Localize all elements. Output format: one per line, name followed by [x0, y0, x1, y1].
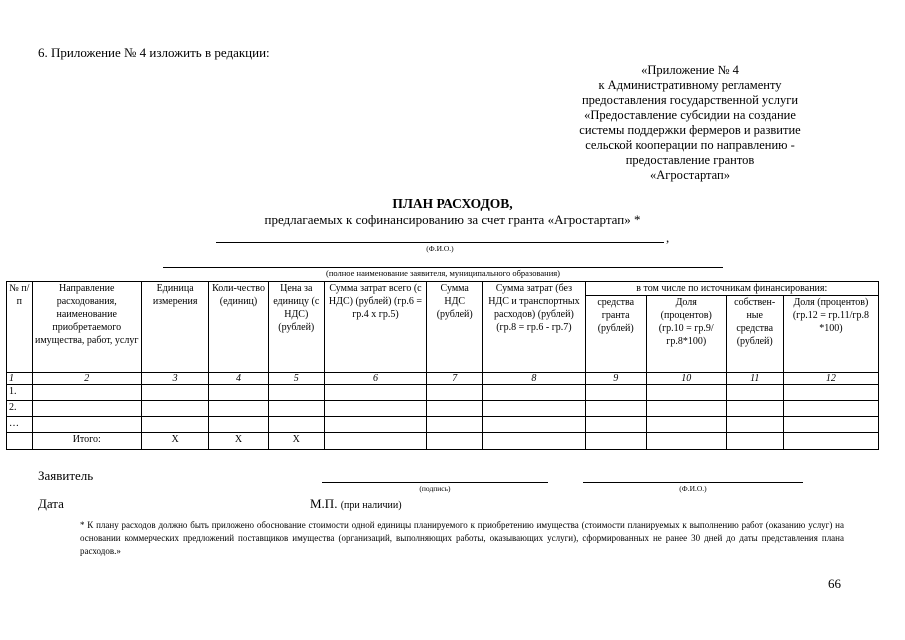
- signature-caption: (подпись): [419, 484, 451, 493]
- applicant-label: Заявитель: [38, 468, 94, 483]
- column-number: 4: [209, 373, 268, 385]
- col-header-funding-group: в том числе по источникам финансирования:: [585, 282, 878, 296]
- column-number: 2: [32, 373, 141, 385]
- stamp-text: М.П.: [310, 496, 338, 511]
- col-header-grant-share: Доля (процентов) (гр.10 = гр.9/гр.8*100): [646, 296, 726, 373]
- table-row: [7, 417, 879, 433]
- column-number: 6: [324, 373, 426, 385]
- stamp-note: (при наличии): [340, 500, 402, 511]
- header-row: [7, 282, 879, 296]
- applicant-caption: (полное наименование заявителя, муниципального образования): [326, 268, 560, 278]
- fio-comma: ,: [666, 230, 670, 245]
- appendix-line: предоставления государственной услуги: [581, 93, 799, 107]
- col-header-total-cost: Сумма затрат всего (с НДС) (рублей) (гр.6 = гр.4 х гр.5): [324, 282, 426, 373]
- col-header-cost-no-vat: Сумма затрат (без НДС и транспортных расходов) (рублей) (гр.8 = гр.6 - гр.7): [483, 282, 585, 373]
- column-numbers-row: [7, 373, 879, 385]
- total-row: [7, 433, 879, 450]
- col-header-direction: Направление расходования, наименование приобретаемого имущества, работ, услуг: [32, 282, 141, 373]
- signer-fio-caption: (Ф.И.О.): [679, 484, 707, 493]
- fio-caption: (Ф.И.О.): [426, 244, 454, 253]
- col-header-vat: Сумма НДС (рублей): [427, 282, 483, 373]
- plan-title: ПЛАН РАСХОДОВ,: [392, 196, 513, 211]
- column-number: 1: [7, 373, 33, 385]
- signer-fio-line: [583, 468, 803, 483]
- col-header-unit: Единица измерения: [141, 282, 208, 373]
- column-number: 9: [585, 373, 646, 385]
- row-number: 1.: [7, 385, 33, 401]
- total-label: Итого:: [32, 433, 141, 450]
- applicant-line: [163, 255, 723, 268]
- column-number: 10: [646, 373, 726, 385]
- appendix-line: «Предоставление субсидии на создание: [584, 108, 796, 122]
- column-number: 11: [726, 373, 783, 385]
- col-header-grant: средства гранта (рублей): [585, 296, 646, 373]
- col-header-own-funds: собствен-ные средства (рублей): [726, 296, 783, 373]
- intro-text: 6. Приложение № 4 изложить в редакции:: [38, 45, 270, 60]
- col-header-price: Цена за единицу (с НДС) (рублей): [268, 282, 324, 373]
- column-number: 5: [268, 373, 324, 385]
- column-number: 7: [427, 373, 483, 385]
- expense-table: [6, 281, 879, 450]
- plan-subtitle: предлагаемых к софинансированию за счет гранта «Агростартап» *: [264, 212, 641, 227]
- appendix-line: «Агростартап»: [650, 168, 730, 182]
- appendix-line: системы поддержки фермеров и развитие: [579, 123, 801, 137]
- col-header-own-share: Доля (процентов) (гр.12 = гр.11/гр.8 *100): [783, 296, 878, 373]
- page-number: 66: [828, 576, 841, 591]
- column-number: 12: [783, 373, 878, 385]
- appendix-header: [540, 63, 840, 183]
- row-number: 2.: [7, 401, 33, 417]
- column-number: 8: [483, 373, 585, 385]
- total-x-price: Х: [268, 433, 324, 450]
- appendix-line: к Административному регламенту: [598, 78, 782, 92]
- column-number: 3: [141, 373, 208, 385]
- total-x-unit: Х: [141, 433, 208, 450]
- footnote: * К плану расходов должно быть приложено обоснование стоимости одной единицы планируемого к приобретению имущества (стоимости планируемых к выполнению работ (оказанию услуг) на основании коммерческих предложений поставщиков имущества (организаций, выполняющих работы, оказывающих услуги), сформированных не ранее 30 дней до даты представления плана расходов.»: [80, 520, 844, 556]
- appendix-line: «Приложение № 4: [641, 63, 739, 77]
- col-header-quantity: Коли-чество (единиц): [209, 282, 268, 373]
- appendix-line: сельской кооперации по направлению -: [585, 138, 795, 152]
- fio-line: [216, 230, 664, 243]
- stamp-label: [310, 496, 402, 512]
- total-x-quantity: Х: [209, 433, 268, 450]
- table-row: [7, 401, 879, 417]
- row-number: …: [7, 417, 33, 433]
- date-label: Дата: [38, 496, 64, 511]
- appendix-line: предоставление грантов: [625, 153, 755, 167]
- col-header-num: № п/п: [7, 282, 33, 373]
- table-row: [7, 385, 879, 401]
- signature-line: [322, 468, 548, 483]
